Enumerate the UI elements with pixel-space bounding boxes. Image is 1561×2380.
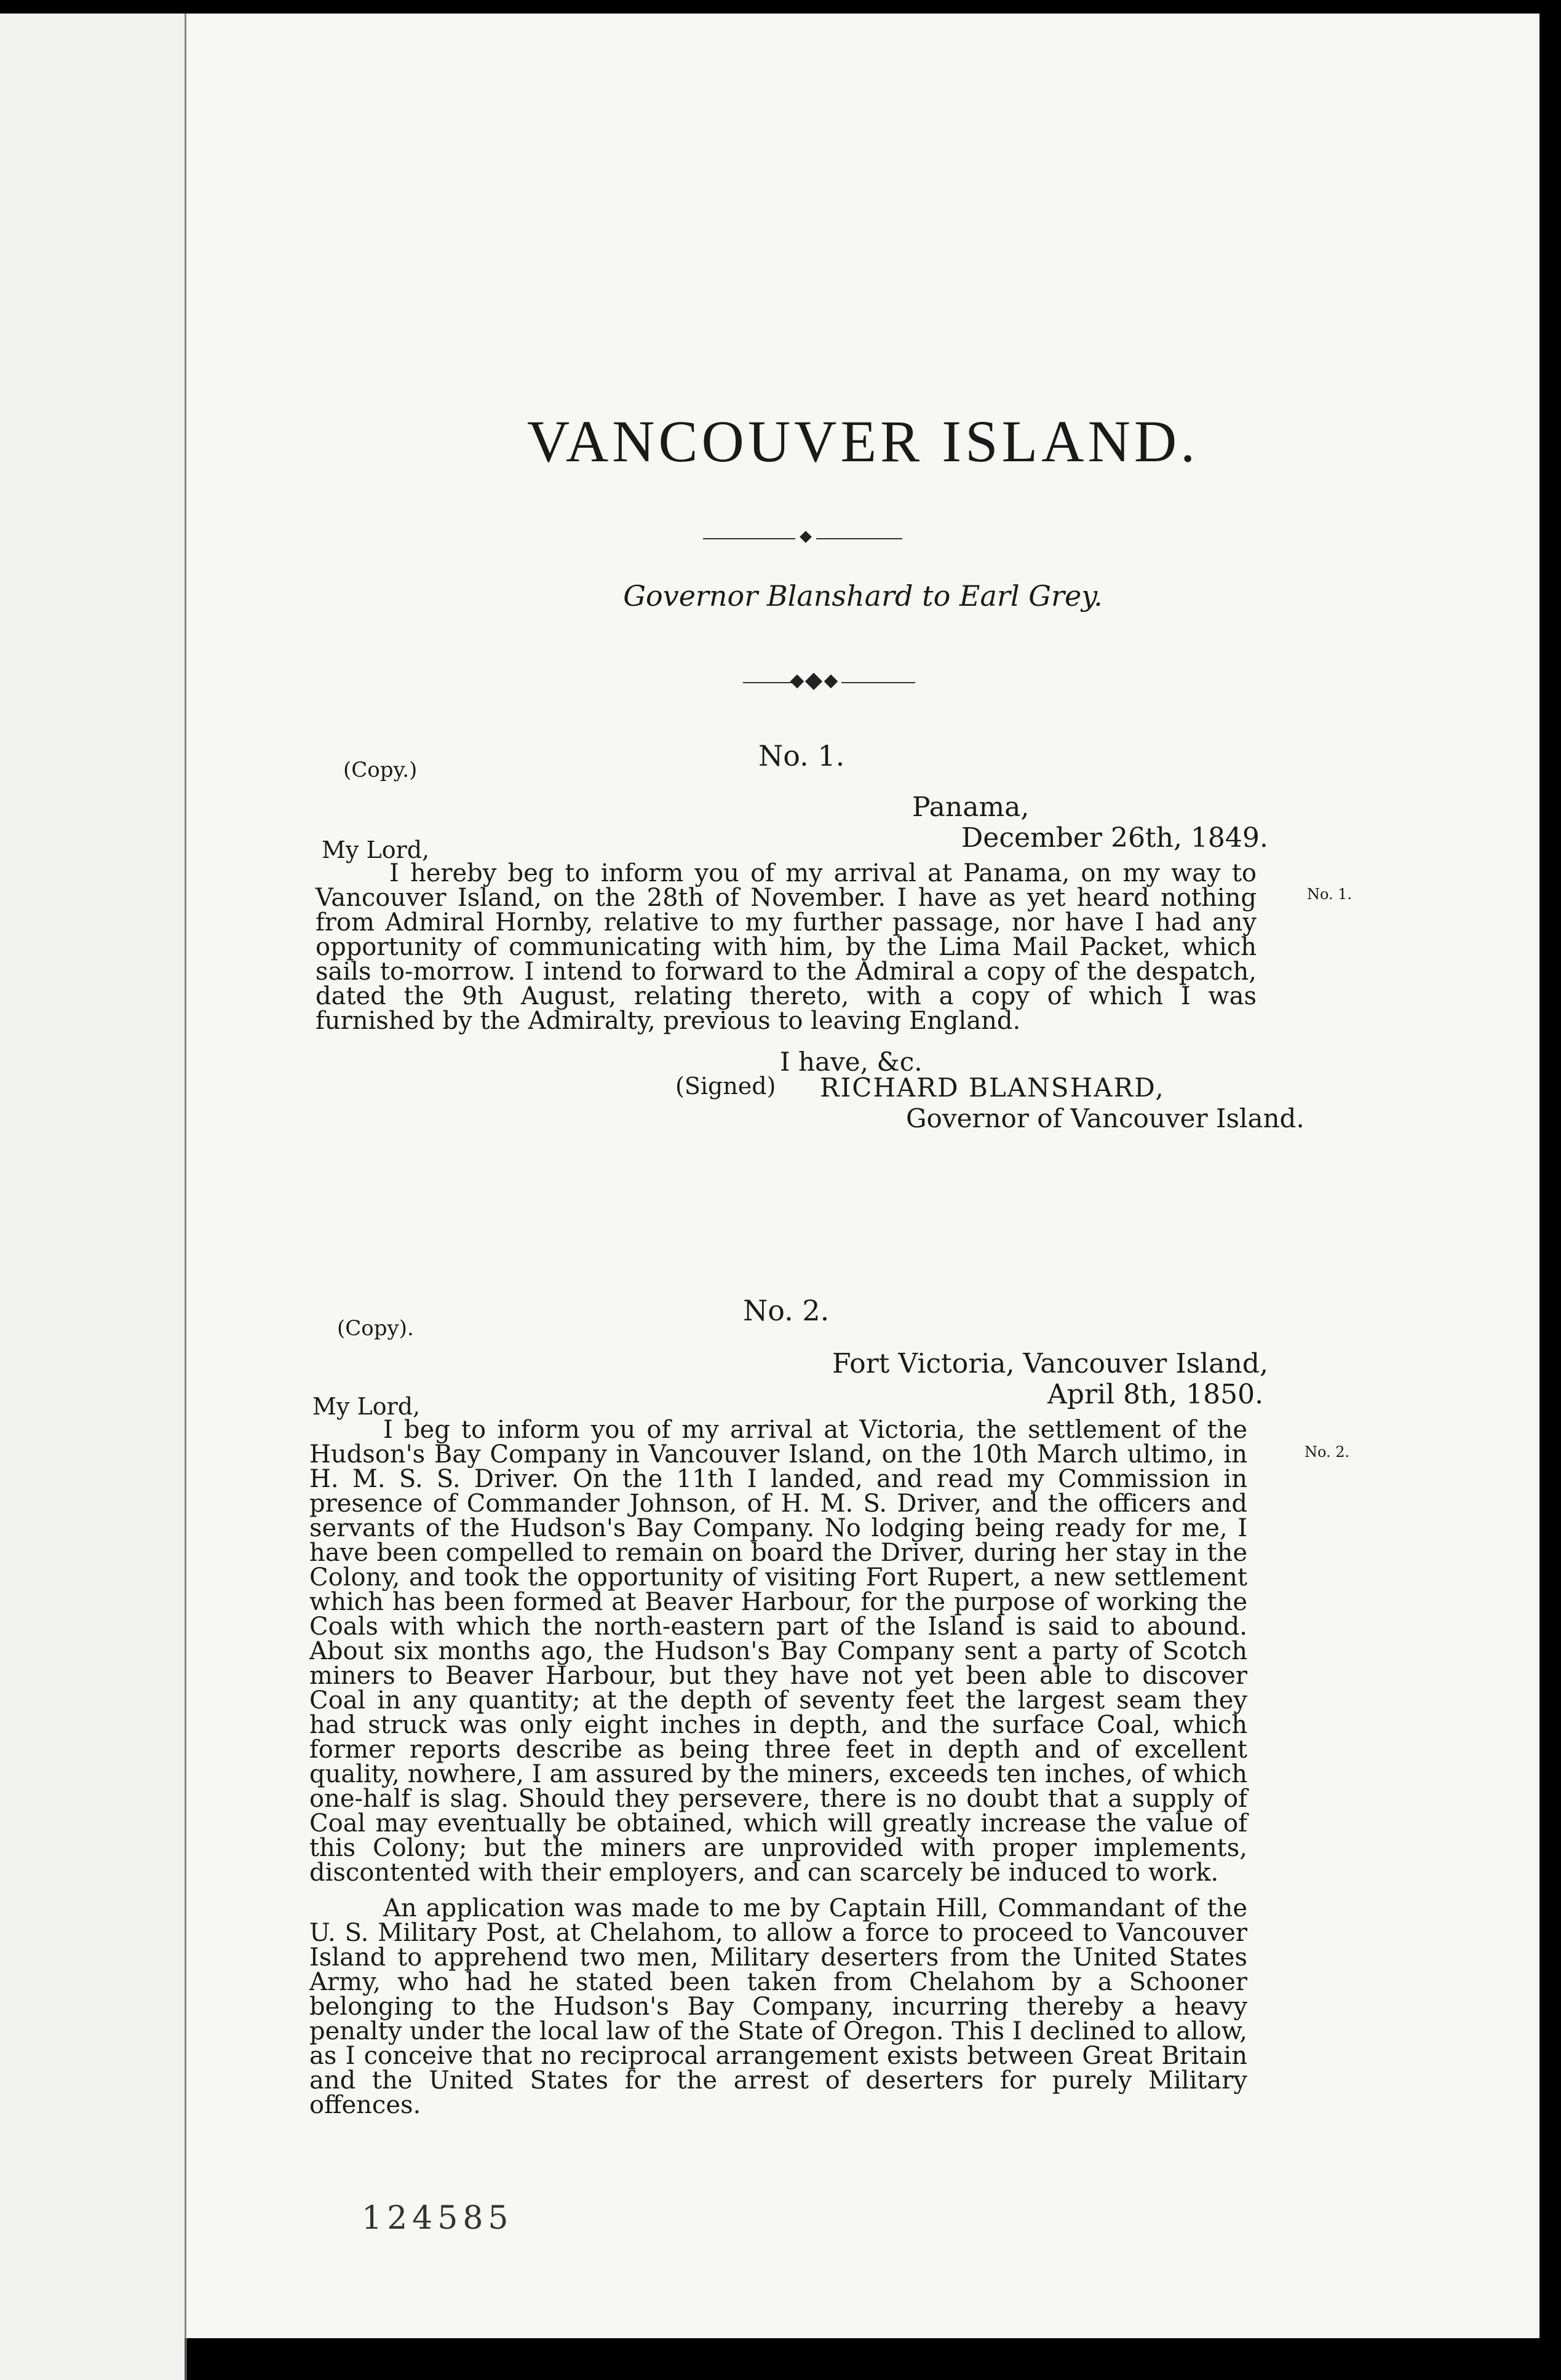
ornament-diamond-4 <box>824 675 838 689</box>
ornament-rule-right-2 <box>841 682 915 683</box>
letter2-copy-label: (Copy). <box>337 1316 414 1341</box>
letter1-signatory: RICHARD BLANSHARD, <box>820 1073 1165 1103</box>
letter1-date: December 26th, 1849. <box>961 822 1268 854</box>
letter1-number: No. 1. <box>758 739 845 772</box>
letter1-closing: I have, &c. <box>780 1047 923 1077</box>
letter2-paragraph-2: An application was made to me by Captain Hill, Commandant of the U. S. Military Post, at Chelahom, to allow a force to proceed to Vancouver Island to apprehend two men, Military deserters from the United States Army, who had he stated been taken from Chelahom by a Schooner belonging to the Hudson's Bay Company, incurring thereby a heavy penalty under the local law of the State of Oregon. This I declined to allow, as I conceive that no reciprocal arrangement exists between Great Britain and the United States for the arrest of deserters for purely Military offences. <box>309 1894 1247 2119</box>
left-page-edge <box>0 14 187 2380</box>
letter2-number: No. 2. <box>743 1294 830 1327</box>
letter2-salutation: My Lord, <box>312 1393 421 1420</box>
letter-subtitle: Governor Blanshard to Earl Grey. <box>623 579 1103 613</box>
serial-number-stamp: 124585 <box>362 2200 514 2237</box>
ornament-diamond <box>800 531 812 543</box>
letter1-signatory-title: Governor of Vancouver Island. <box>906 1103 1305 1133</box>
document-page <box>185 14 1539 2338</box>
ornament-rule-left-2 <box>743 682 792 683</box>
letter2-paragraph-1: I beg to inform you of my arrival at Victoria, the settlement of the Hudson's Bay Company in Vancouver Island, on the 10th March ultimo, in H. M. S. S. Driver. On the 11th I landed, and read my Commission in presence of Commander Johnson, of H. M. S. Driver, and the officers and servants of the Hudson's Bay Company. No lodging being ready for me, I have been compelled to remain on board the Driver, during her stay in the Colony, and took the opportunity of visiting Fort Rupert, a new settlement which has been formed at Beaver Harbour, for the purpose of working the Coals with which the north-eastern part of the Island is said to abound. About six months ago, the Hudson's Bay Company sent a party of Scotch miners to Beaver Harbour, but they have not yet been able to discover Coal in any quantity; at the depth of seventy feet the largest seam they had struck was only eight inches in depth, and the surface Coal, which former reports describe as being three feet in depth and of excellent quality, nowhere, I am assured by the miners, exceeds ten inches, of which one-half is slag. Should they persevere, there is no doubt that a supply of Coal may eventually be obtained, which will greatly increase the value of this Colony; but the miners are unprovided with proper implements, discontented with their employers, and can scarcely be induced to work. <box>309 1416 1247 1887</box>
letter1-paragraph: I hereby beg to inform you of my arrival at Panama, on my way to Vancouver Island, on the 28th of November. I have as yet heard nothing from Admiral Hornby, relative to my further passage, nor have I had any opportunity of communicating with him, by the Lima Mail Packet, which sails to-morrow. I intend to forward to the Admiral a copy of the despatch, dated the 9th August, relating thereto, with a copy of which I was furnished by the Admiralty, previous to leaving England. <box>316 859 1257 1035</box>
letter1-salutation: My Lord, <box>322 836 430 863</box>
letter1-copy-label: (Copy.) <box>343 758 418 782</box>
ornament-diamond-3 <box>805 673 822 690</box>
letter1-place: Panama, <box>912 791 1030 823</box>
ornament-rule-left <box>703 538 795 539</box>
letter2-margin-note: No. 2. <box>1305 1443 1350 1461</box>
page-title: VANCOUVER ISLAND. <box>526 408 1199 474</box>
ornament-diamond-2 <box>790 675 804 689</box>
letter1-body <box>316 861 1257 1033</box>
letter2-body <box>309 1418 1247 2117</box>
letter2-place: Fort Victoria, Vancouver Island, <box>832 1348 1268 1379</box>
letter1-margin-note: No. 1. <box>1307 886 1352 903</box>
ornament-rule-right <box>816 538 902 539</box>
letter1-signed-label: (Signed) <box>675 1073 776 1100</box>
letter2-date: April 8th, 1850. <box>1047 1379 1264 1410</box>
